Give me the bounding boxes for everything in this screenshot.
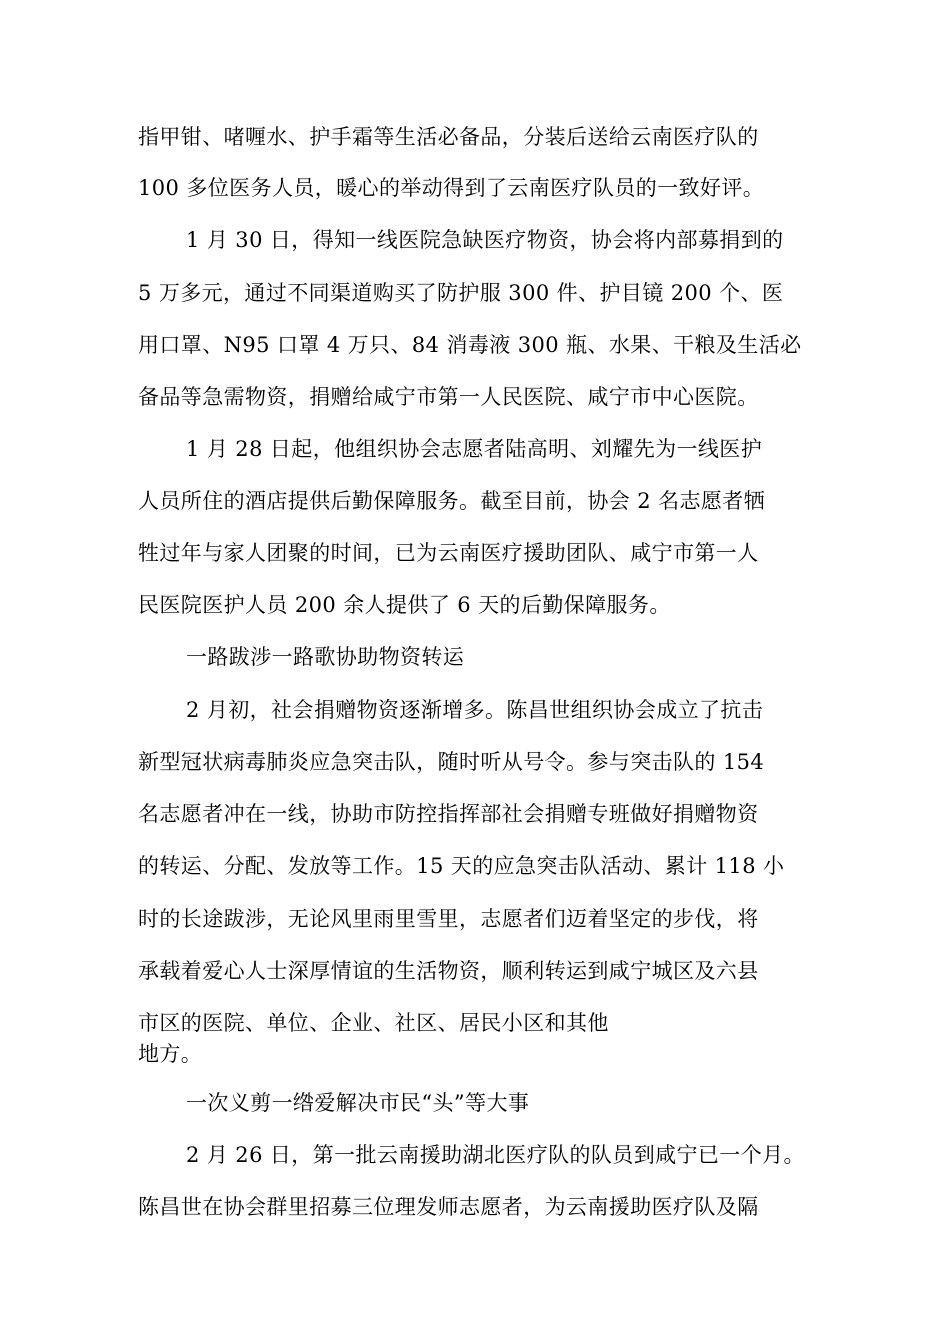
text-line-9: 牲过年与家人团聚的时间，已为云南医疗援助团队、咸宁市第一人 bbox=[138, 541, 759, 565]
text-line-5: 用口罩、N95 口罩 4 万只、84 消毒液 300 瓶、水果、干粮及生活必 bbox=[138, 333, 802, 357]
text-line-7: 1 月 28 日起，他组织协会志愿者陆高明、刘耀先为一线医护 bbox=[186, 437, 763, 461]
text-line-6: 备品等急需物资，捐赠给咸宁市第一人民医院、咸宁市中心医院。 bbox=[138, 385, 759, 409]
section-heading-1: 一路跋涉一路歌协助物资转运 bbox=[186, 645, 465, 669]
text-line-12: 新型冠状病毒肺炎应急突击队，随时听从号令。参与突击队的 154 bbox=[138, 750, 765, 774]
text-line-11: 2 月初，社会捐赠物资逐渐增多。陈昌世组织协会成立了抗击 bbox=[186, 698, 764, 722]
text-line-15: 时的长途跋涉，无论风里雨里雪里，志愿者们迈着坚定的步伐，将 bbox=[138, 907, 759, 931]
section-heading-2: 一次义剪一绺爱解决市民“头”等大事 bbox=[186, 1091, 530, 1115]
text-line-8: 人员所住的酒店提供后勤保障服务。截至目前，协会 2 名志愿者牺 bbox=[138, 489, 766, 513]
text-line-3: 1 月 30 日，得知一线医院急缺医疗物资，协会将内部募捐到的 bbox=[186, 228, 784, 252]
text-line-1: 指甲钳、啫喱水、护手霜等生活必备品，分装后送给云南医疗队的 bbox=[138, 125, 759, 149]
text-line-19: 2 月 26 日，第一批云南援助湖北医疗队的队员到咸宁已一个月。 bbox=[186, 1143, 805, 1167]
text-line-20: 陈昌世在协会群里招募三位理发师志愿者，为云南援助医疗队及隔 bbox=[138, 1195, 759, 1219]
text-line-16: 承载着爱心人士深厚情谊的生活物资，顺利转运到咸宁城区及六县 bbox=[138, 959, 759, 983]
text-line-2: 100 多位医务人员，暖心的举动得到了云南医疗队员的一致好评。 bbox=[138, 176, 765, 200]
text-line-14: 的转运、分配、发放等工作。15 天的应急突击队活动、累计 118 小 bbox=[138, 854, 785, 878]
text-line-13: 名志愿者冲在一线，协助市防控指挥部社会捐赠专班做好捐赠物资 bbox=[138, 802, 759, 826]
text-line-10: 民医院医护人员 200 余人提供了 6 天的后勤保障服务。 bbox=[138, 593, 671, 617]
text-line-17: 市区的医院、单位、企业、社区、居民小区和其他 bbox=[138, 1011, 609, 1035]
text-line-18: 地方。 bbox=[138, 1042, 203, 1066]
text-line-4: 5 万多元，通过不同渠道购买了防护服 300 件、护目镜 200 个、医 bbox=[138, 281, 784, 305]
